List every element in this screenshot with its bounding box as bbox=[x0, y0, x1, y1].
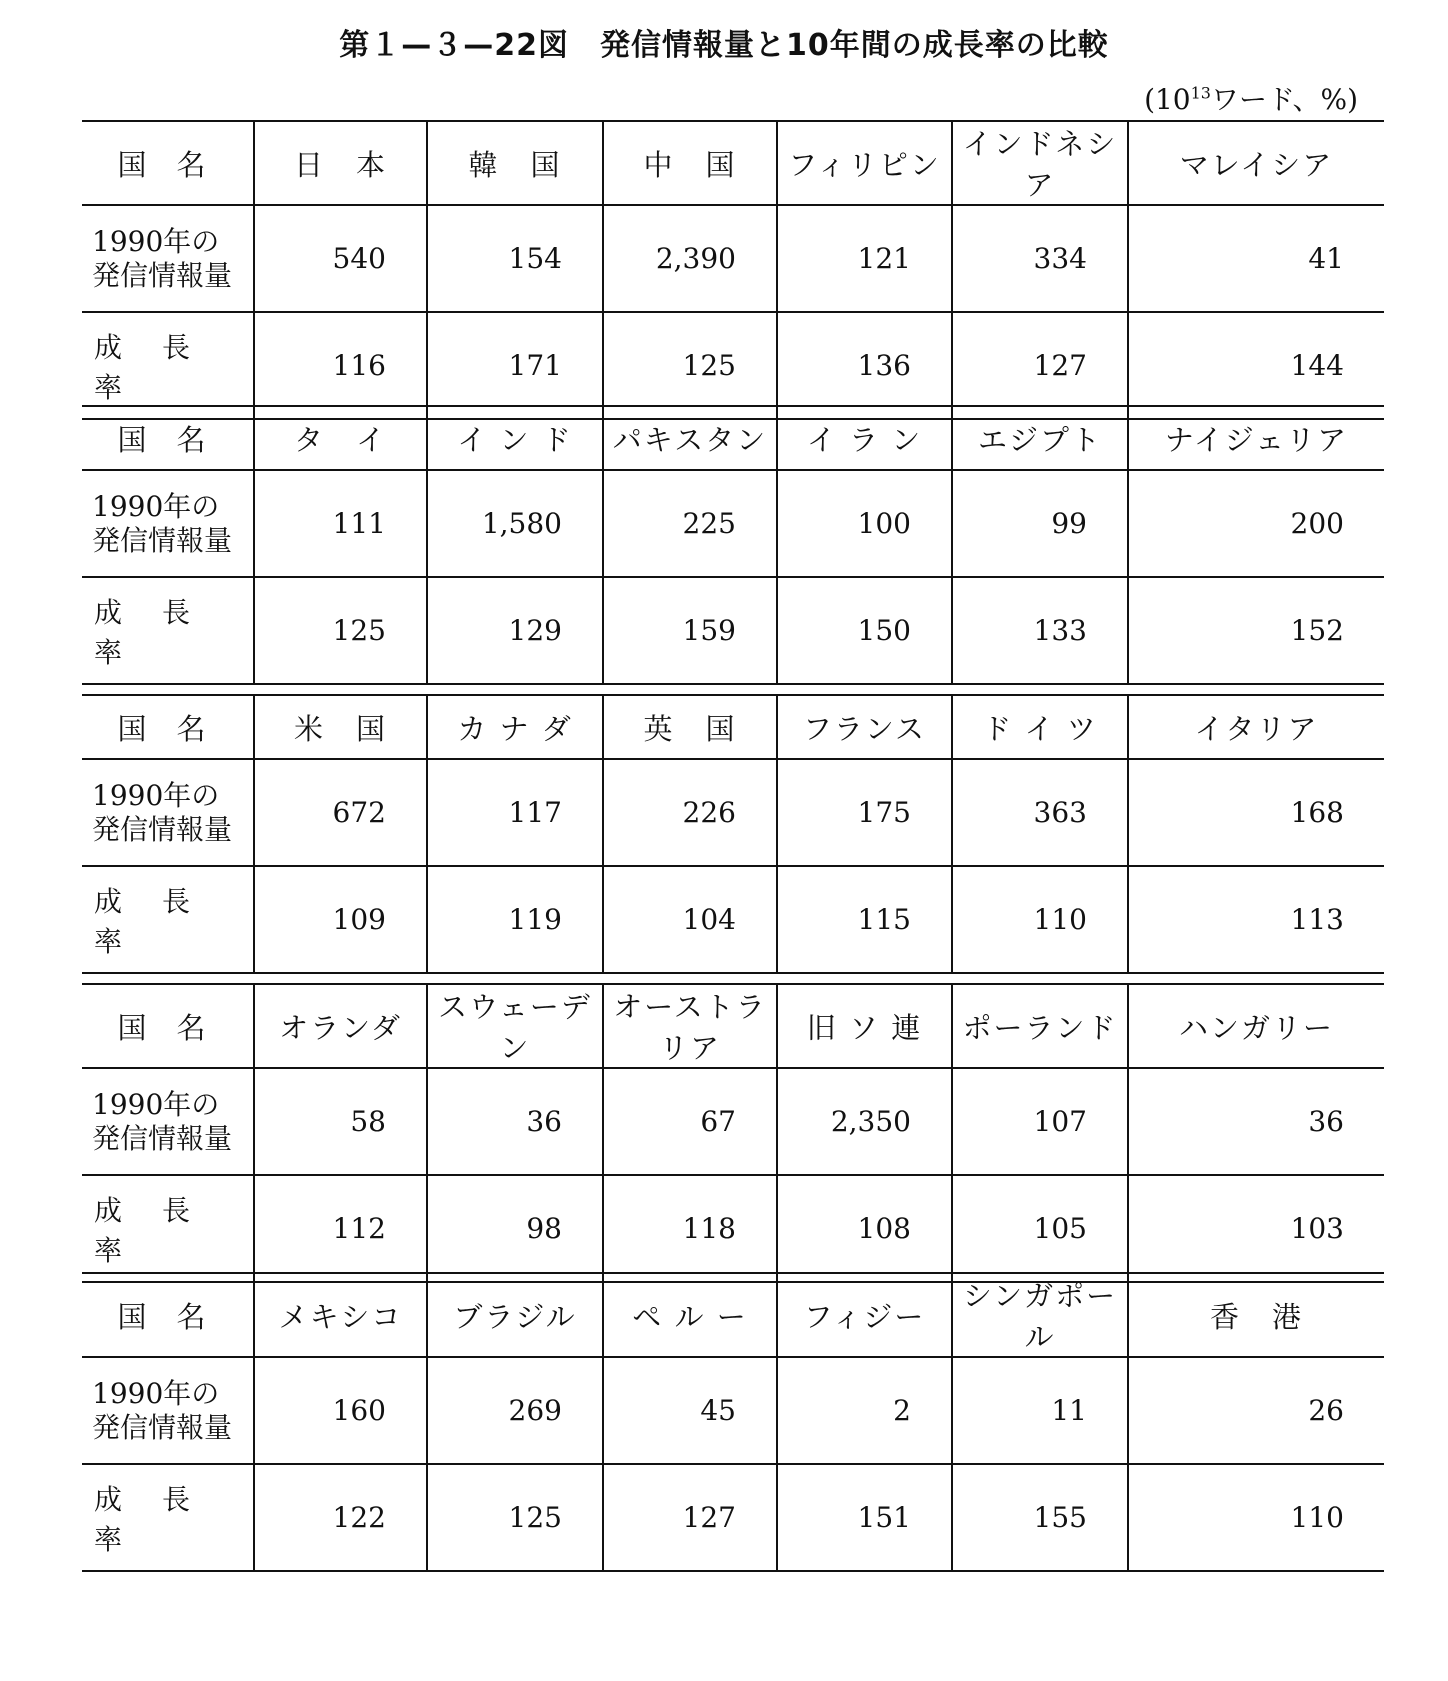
rate-value: 136 bbox=[777, 312, 952, 419]
volume-value: 160 bbox=[254, 1357, 427, 1464]
volume-value: 99 bbox=[952, 470, 1128, 577]
country-name-label: 国名 bbox=[82, 984, 254, 1068]
rate-value: 104 bbox=[603, 866, 777, 973]
rate-value: 122 bbox=[254, 1464, 427, 1571]
country-name: メキシコ bbox=[254, 1273, 427, 1357]
rate-value: 110 bbox=[952, 866, 1128, 973]
volume-label-line2: 発信情報量 bbox=[92, 1121, 233, 1155]
country-name-label: 国名 bbox=[82, 406, 254, 470]
volume-label-line1: 1990年の bbox=[92, 1087, 220, 1121]
volume-label-line2: 発信情報量 bbox=[92, 1410, 233, 1444]
volume-value: 154 bbox=[427, 205, 603, 312]
volume-value: 226 bbox=[603, 759, 777, 866]
country-name-label: 国名 bbox=[82, 121, 254, 205]
volume-row bbox=[82, 205, 1384, 312]
country-name: 韓 国 bbox=[427, 121, 603, 205]
volume-label-line1: 1990年の bbox=[92, 489, 220, 523]
country-name: ポーランド bbox=[952, 984, 1128, 1068]
country-name: フランス bbox=[777, 695, 952, 759]
volume-value: 121 bbox=[777, 205, 952, 312]
volume-value: 67 bbox=[603, 1068, 777, 1175]
volume-value: 41 bbox=[1128, 205, 1384, 312]
header-row bbox=[82, 984, 1384, 1068]
unit-label bbox=[1144, 78, 1358, 118]
table-block bbox=[82, 1272, 1384, 1572]
country-name: タ イ bbox=[254, 406, 427, 470]
rate-label: 成長率 bbox=[82, 866, 254, 973]
country-name: オーストラリア bbox=[603, 984, 777, 1068]
rate-row bbox=[82, 577, 1384, 684]
country-name: イ ン ド bbox=[427, 406, 603, 470]
volume-value: 26 bbox=[1128, 1357, 1384, 1464]
rate-value: 152 bbox=[1128, 577, 1384, 684]
rate-value: 151 bbox=[777, 1464, 952, 1571]
rate-value: 115 bbox=[777, 866, 952, 973]
country-name: ブラジル bbox=[427, 1273, 603, 1357]
country-name: カ ナ ダ bbox=[427, 695, 603, 759]
country-name: 英 国 bbox=[603, 695, 777, 759]
rate-value: 109 bbox=[254, 866, 427, 973]
rate-label: 成長率 bbox=[82, 312, 254, 419]
rate-row bbox=[82, 312, 1384, 419]
rate-label: 成長率 bbox=[82, 1175, 254, 1282]
country-table bbox=[82, 1272, 1384, 1572]
rate-value: 125 bbox=[603, 312, 777, 419]
volume-row bbox=[82, 759, 1384, 866]
volume-label bbox=[82, 759, 254, 866]
volume-row bbox=[82, 1068, 1384, 1175]
volume-value: 100 bbox=[777, 470, 952, 577]
volume-label bbox=[82, 205, 254, 312]
table-block bbox=[82, 694, 1384, 974]
rate-value: 144 bbox=[1128, 312, 1384, 419]
volume-value: 225 bbox=[603, 470, 777, 577]
country-table bbox=[82, 694, 1384, 974]
country-name-label: 国名 bbox=[82, 695, 254, 759]
table-block bbox=[82, 120, 1384, 420]
volume-value: 111 bbox=[254, 470, 427, 577]
country-name: ナイジェリア bbox=[1128, 406, 1384, 470]
volume-label-line1: 1990年の bbox=[92, 1376, 220, 1410]
volume-row bbox=[82, 1357, 1384, 1464]
rate-value: 155 bbox=[952, 1464, 1128, 1571]
country-name: 香 港 bbox=[1128, 1273, 1384, 1357]
country-name: 中 国 bbox=[603, 121, 777, 205]
country-name: 旧 ソ 連 bbox=[777, 984, 952, 1068]
header-row bbox=[82, 1273, 1384, 1357]
rate-value: 105 bbox=[952, 1175, 1128, 1282]
country-name: イ ラ ン bbox=[777, 406, 952, 470]
country-table bbox=[82, 120, 1384, 420]
volume-value: 1,580 bbox=[427, 470, 603, 577]
volume-label bbox=[82, 470, 254, 577]
rate-row bbox=[82, 1175, 1384, 1282]
volume-value: 36 bbox=[427, 1068, 603, 1175]
volume-label-line2: 発信情報量 bbox=[92, 258, 233, 292]
volume-value: 117 bbox=[427, 759, 603, 866]
volume-value: 168 bbox=[1128, 759, 1384, 866]
rate-value: 127 bbox=[603, 1464, 777, 1571]
rate-value: 98 bbox=[427, 1175, 603, 1282]
country-name: シンガポール bbox=[952, 1273, 1128, 1357]
rate-value: 125 bbox=[254, 577, 427, 684]
rate-value: 159 bbox=[603, 577, 777, 684]
volume-label-line1: 1990年の bbox=[92, 224, 220, 258]
volume-value: 36 bbox=[1128, 1068, 1384, 1175]
volume-value: 269 bbox=[427, 1357, 603, 1464]
volume-label-line1: 1990年の bbox=[92, 778, 220, 812]
rate-row bbox=[82, 1464, 1384, 1571]
rate-value: 118 bbox=[603, 1175, 777, 1282]
volume-value: 2,390 bbox=[603, 205, 777, 312]
country-name: インドネシア bbox=[952, 121, 1128, 205]
volume-value: 540 bbox=[254, 205, 427, 312]
country-name: スウェーデン bbox=[427, 984, 603, 1068]
header-row bbox=[82, 406, 1384, 470]
rate-value: 103 bbox=[1128, 1175, 1384, 1282]
rate-value: 112 bbox=[254, 1175, 427, 1282]
rate-value: 127 bbox=[952, 312, 1128, 419]
country-name: ド イ ツ bbox=[952, 695, 1128, 759]
country-table bbox=[82, 405, 1384, 685]
country-name: ペ ル ー bbox=[603, 1273, 777, 1357]
rate-value: 116 bbox=[254, 312, 427, 419]
unit-suffix: ワード、%) bbox=[1210, 83, 1358, 116]
rate-value: 171 bbox=[427, 312, 603, 419]
country-name: オランダ bbox=[254, 984, 427, 1068]
volume-value: 175 bbox=[777, 759, 952, 866]
rate-value: 129 bbox=[427, 577, 603, 684]
volume-value: 672 bbox=[254, 759, 427, 866]
country-name: フィリピン bbox=[777, 121, 952, 205]
rate-value: 150 bbox=[777, 577, 952, 684]
rate-label: 成長率 bbox=[82, 577, 254, 684]
country-name: ハンガリー bbox=[1128, 984, 1384, 1068]
rate-value: 133 bbox=[952, 577, 1128, 684]
volume-label-line2: 発信情報量 bbox=[92, 523, 233, 557]
volume-value: 334 bbox=[952, 205, 1128, 312]
volume-label bbox=[82, 1357, 254, 1464]
volume-value: 58 bbox=[254, 1068, 427, 1175]
volume-value: 11 bbox=[952, 1357, 1128, 1464]
volume-value: 2 bbox=[777, 1357, 952, 1464]
rate-value: 110 bbox=[1128, 1464, 1384, 1571]
table-block bbox=[82, 983, 1384, 1283]
volume-value: 200 bbox=[1128, 470, 1384, 577]
volume-value: 2,350 bbox=[777, 1068, 952, 1175]
rate-label: 成長率 bbox=[82, 1464, 254, 1571]
table-block bbox=[82, 405, 1384, 685]
volume-value: 107 bbox=[952, 1068, 1128, 1175]
country-name-label: 国名 bbox=[82, 1273, 254, 1357]
volume-value: 45 bbox=[603, 1357, 777, 1464]
rate-value: 108 bbox=[777, 1175, 952, 1282]
country-name: パキスタン bbox=[603, 406, 777, 470]
unit-prefix: (10 bbox=[1144, 83, 1191, 116]
rate-value: 125 bbox=[427, 1464, 603, 1571]
header-row bbox=[82, 695, 1384, 759]
country-name: イタリア bbox=[1128, 695, 1384, 759]
volume-label-line2: 発信情報量 bbox=[92, 812, 233, 846]
volume-label bbox=[82, 1068, 254, 1175]
rate-value: 113 bbox=[1128, 866, 1384, 973]
volume-value: 363 bbox=[952, 759, 1128, 866]
country-name: マレイシア bbox=[1128, 121, 1384, 205]
rate-value: 119 bbox=[427, 866, 603, 973]
country-table bbox=[82, 983, 1384, 1283]
page-title: 第１—３—22図 発信情報量と10年間の成長率の比較 bbox=[339, 28, 1109, 63]
country-name: 日 本 bbox=[254, 121, 427, 205]
country-name: 米 国 bbox=[254, 695, 427, 759]
header-row bbox=[82, 121, 1384, 205]
country-name: フィジー bbox=[777, 1273, 952, 1357]
rate-row bbox=[82, 866, 1384, 973]
unit-exponent: 13 bbox=[1190, 83, 1211, 103]
volume-row bbox=[82, 470, 1384, 577]
country-name: エジプト bbox=[952, 406, 1128, 470]
